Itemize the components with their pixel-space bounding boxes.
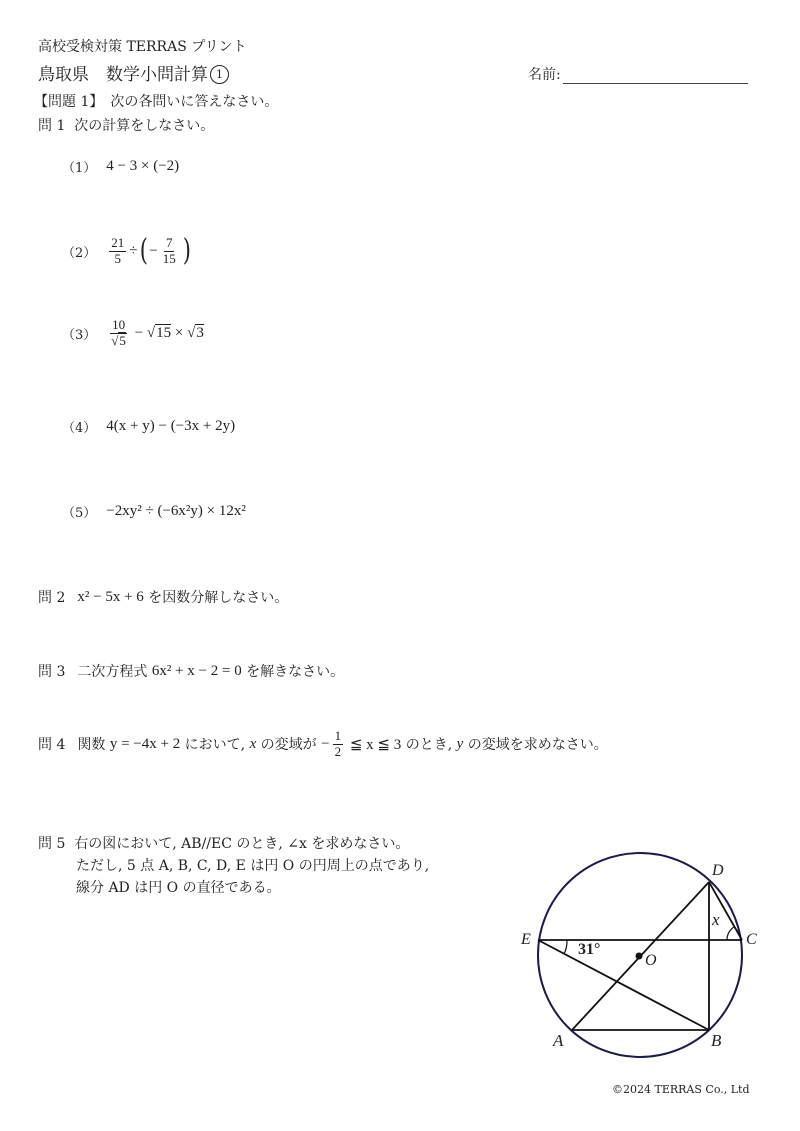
question-1-label: 問 1: [38, 118, 66, 134]
variable-y: y: [456, 735, 464, 752]
item-expression: 4 − 3 × (−2): [106, 158, 180, 174]
item-number: （5）: [62, 506, 97, 521]
label-d: D: [712, 862, 724, 879]
question-5-line-2: ただし, 5 点 A, B, C, D, E は円 O の円周上の点であり,: [76, 858, 430, 874]
question-4-function: y = −4x + 2: [109, 735, 181, 752]
sqrt-term: √15: [146, 324, 172, 341]
radicand: 15: [156, 324, 172, 341]
angle-arc-c: [727, 927, 734, 940]
angle-arc-e: [564, 940, 567, 954]
left-paren: (: [139, 233, 148, 269]
inequality: ≦ x ≦ 3: [346, 736, 402, 753]
print-subtitle: 高校受検対策 TERRAS プリント: [38, 39, 247, 55]
numerator: 1: [334, 728, 342, 743]
question-4-label: 問 4: [38, 737, 66, 754]
label-o: O: [645, 952, 657, 969]
item-expression: 4(x + y) − (−3x + 2y): [106, 418, 236, 434]
operator: ÷: [129, 242, 138, 259]
label-c: C: [746, 931, 757, 948]
denominator: 5: [114, 250, 122, 266]
question-2-label: 問 2: [38, 590, 66, 606]
question-4-text-b: において,: [180, 737, 250, 754]
sign: −: [149, 242, 158, 259]
name-label: 名前:: [528, 67, 561, 83]
question-4-text-d: のとき,: [401, 737, 457, 754]
numerator: 7: [165, 235, 173, 250]
question-4-text-e: の変域を求めなさい。: [463, 737, 608, 754]
title-number-badge: 1: [210, 65, 229, 84]
sign: −: [321, 735, 330, 752]
question-2-text: を因数分解しなさい。: [143, 590, 289, 606]
radicand: 5: [119, 332, 126, 348]
title-text: 鳥取県 数学小問計算: [38, 65, 208, 85]
question-1-prompt: 次の計算をしなさい。: [74, 118, 215, 134]
numerator: 10: [112, 317, 126, 332]
label-a: A: [553, 1031, 564, 1050]
radicand: 3: [196, 324, 204, 341]
denominator: 15: [162, 250, 176, 266]
question-3-text-a: 二次方程式: [77, 664, 152, 680]
operator: −: [130, 324, 147, 341]
question-5-label: 問 5: [38, 836, 66, 852]
question-5-line-3: 線分 AD は円 O の直径である。: [76, 880, 281, 896]
operator: ×: [171, 324, 188, 341]
item-expression: −2xy² ÷ (−6x²y) × 12x²: [106, 503, 246, 519]
question-3-equation: 6x² + x − 2 = 0: [151, 662, 242, 679]
angle-x-label: x: [712, 910, 720, 929]
item-number: （2）: [62, 245, 97, 261]
center-point-o: [636, 953, 643, 960]
sqrt-term: √3: [187, 324, 204, 341]
denominator: 2: [334, 743, 342, 759]
variable-x: x: [249, 735, 257, 752]
question-5-text-1: 右の図において, AB//EC のとき, ∠x を求めなさい。: [74, 836, 410, 852]
item-number: （1）: [62, 161, 97, 176]
item-number: （4）: [62, 421, 97, 436]
numerator: 21: [111, 235, 125, 250]
right-paren: ): [182, 233, 191, 269]
denominator: √5: [111, 332, 126, 348]
section-heading: 【問題 1】 次の各問いに答えなさい。: [34, 94, 279, 110]
copyright-footer: ©2024 TERRAS Co., Ltd: [612, 1083, 750, 1096]
item-number: （3）: [62, 327, 97, 343]
question-2-expression: x² − 5x + 6: [77, 588, 144, 605]
question-4-text-a: 関数: [77, 737, 110, 754]
angle-31-label: 31°: [578, 941, 601, 958]
question-3-text-b: を解きなさい。: [241, 664, 345, 680]
label-b: B: [711, 1031, 722, 1050]
label-e: E: [521, 931, 531, 948]
question-4-text-c: の変域が: [256, 737, 322, 754]
question-3-label: 問 3: [38, 664, 66, 680]
